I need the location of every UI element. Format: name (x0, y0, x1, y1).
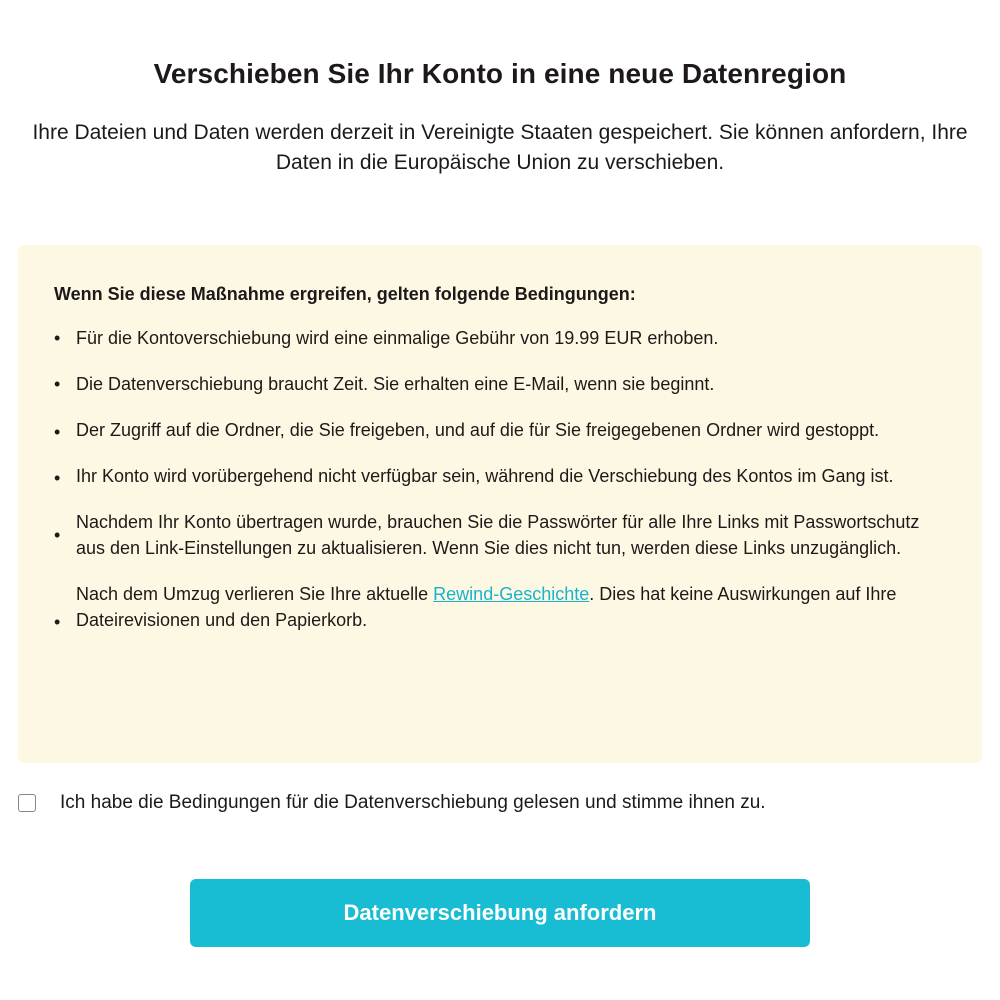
consent-checkbox[interactable] (18, 794, 36, 812)
consent-label: Ich habe die Bedingungen für die Datenverschiebung gelesen und stimme ihnen zu. (60, 792, 766, 813)
condition-item-passwords (54, 509, 946, 561)
conditions-heading: Wenn Sie diese Maßnahme ergreifen, gelten folgende Bedingungen: (54, 284, 636, 304)
conditions-panel (18, 245, 982, 763)
bullet-icon: • (54, 374, 61, 394)
condition-item-duration (54, 371, 946, 397)
condition-text: Ihr Konto wird vorübergehend nicht verfügbar sein, während die Verschiebung des Kontos im Gang ist. (76, 466, 894, 486)
bullet-icon: • (54, 422, 61, 442)
bullet-icon: • (54, 612, 61, 632)
bullet-icon: • (54, 525, 61, 545)
condition-text: Nachdem Ihr Konto übertragen wurde, brauchen Sie die Passwörter für alle Ihre Links mit Passwortschutz aus den Link-Einstellungen zu aktualisieren. Wenn Sie dies nicht tun, werden diese Links unzugänglich. (76, 512, 920, 558)
condition-text: Die Datenverschiebung braucht Zeit. Sie erhalten eine E-Mail, wenn sie beginnt. (76, 374, 715, 394)
rewind-history-link[interactable]: Rewind-Geschichte (433, 584, 590, 604)
condition-text-before-link: Nach dem Umzug verlieren Sie Ihre aktuelle (76, 584, 434, 604)
conditions-list (54, 325, 946, 633)
consent-row[interactable] (18, 792, 766, 814)
condition-item-shared-folders (54, 417, 946, 443)
condition-text: Der Zugriff auf die Ordner, die Sie freigeben, und auf die für Sie freigegebenen Ordner wird gestoppt. (76, 420, 880, 440)
condition-text: Für die Kontoverschiebung wird eine einmalige Gebühr von 19.99 EUR erhoben. (76, 328, 719, 348)
condition-item-rewind (54, 581, 946, 633)
condition-item-unavailable (54, 463, 946, 489)
bullet-icon: • (54, 328, 61, 348)
condition-item-fee (54, 325, 946, 351)
page-title: Verschieben Sie Ihr Konto in eine neue Datenregion (153, 58, 847, 89)
condition-text (76, 581, 936, 633)
bullet-icon: • (54, 468, 61, 488)
intro-text: Ihre Dateien und Daten werden derzeit in Vereinigte Staaten gespeichert. Sie können anfordern, Ihre Daten in die Europäische Union zu verschieben. (32, 121, 968, 174)
condition-text-after-link: . Dies hat keine Auswirkungen auf Ihre Dateirevisionen und den Papierkorb. (76, 584, 897, 630)
request-data-move-button[interactable]: Datenverschiebung anfordern (190, 879, 810, 947)
